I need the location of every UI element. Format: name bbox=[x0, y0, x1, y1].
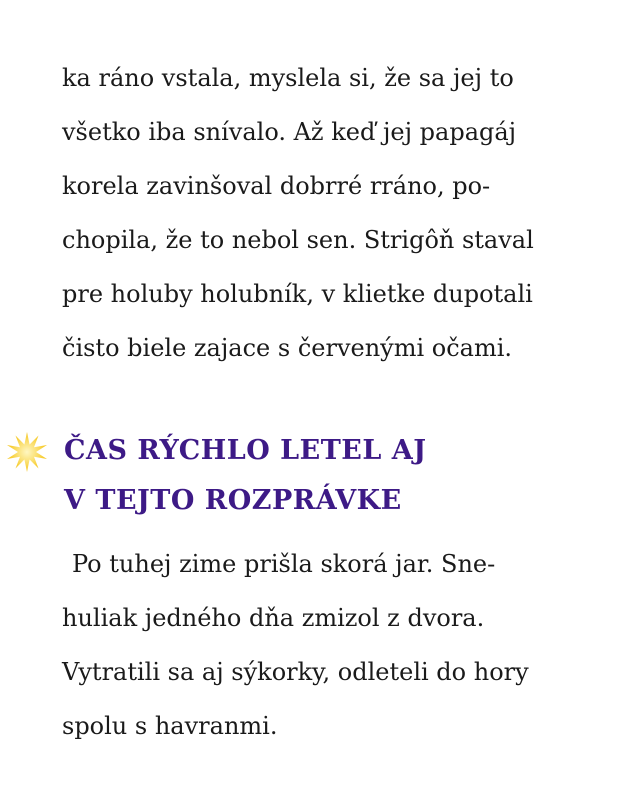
text-line: Po tuhej zime prišla skorá jar. Sne- bbox=[72, 550, 496, 578]
text-line: Vytratili sa aj sýkorky, odleteli do hory bbox=[62, 658, 529, 686]
text-line: všetko iba snívalo. Až keď jej papagáj bbox=[62, 118, 517, 146]
text-line: chopila, že to nebol sen. Strigôň staval bbox=[62, 226, 534, 254]
text-line: pre holuby holubník, v klietke dupotali bbox=[62, 280, 533, 308]
heading-line: ČAS RÝCHLO LETEL AJ bbox=[64, 435, 427, 466]
text-line: ka ráno vstala, myslela si, že sa jej to bbox=[62, 64, 514, 92]
section-heading bbox=[64, 426, 427, 526]
star-burst-icon bbox=[5, 430, 49, 474]
text-line: čisto biele zajace s červenými očami. bbox=[62, 334, 513, 362]
heading-line: V TEJTO ROZPRÁVKE bbox=[64, 485, 402, 516]
story-paragraph-2 bbox=[62, 537, 602, 753]
text-line: korela zavinšoval dobrré rráno, po- bbox=[62, 172, 491, 200]
story-paragraph-1 bbox=[62, 51, 602, 375]
text-line: spolu s havranmi. bbox=[62, 712, 278, 740]
text-line: huliak jedného dňa zmizol z dvora. bbox=[62, 604, 485, 632]
